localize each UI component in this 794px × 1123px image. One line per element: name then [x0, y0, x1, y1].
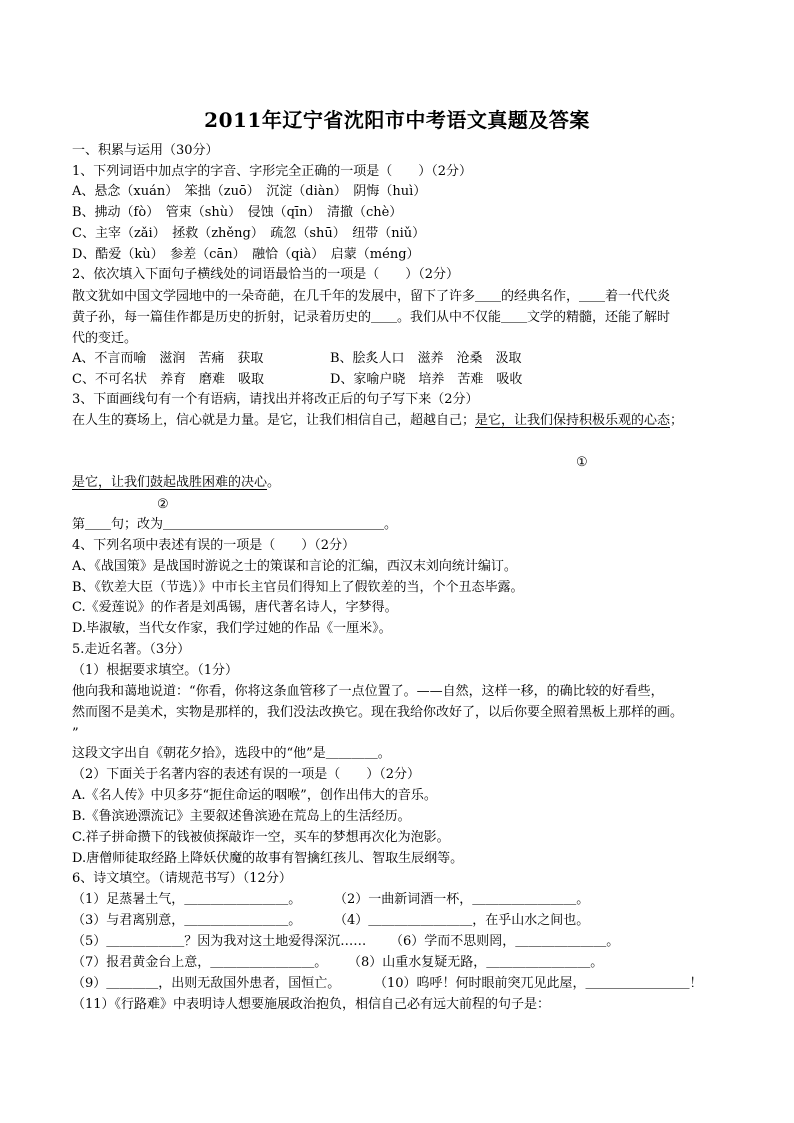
question-3-answer-line: 第＿＿句；改为＿＿＿＿＿＿＿＿＿＿＿＿＿＿＿＿＿。	[72, 517, 398, 532]
question-5-passage-line: 然而图不是美术，实物是那样的，我们没法改换它。现在我给你改好了，以后你要全照着黑板上那样的画。	[72, 705, 684, 720]
punctuation: ；	[670, 413, 684, 428]
question-4-option-d: D.毕淑敏，当代女作家，我们学过她的作品《一厘米》。	[72, 621, 392, 636]
punctuation: 。	[267, 475, 281, 490]
question-5-stem: 5.走近名著。（3分）	[72, 642, 191, 657]
question-2-stem: 2、依次填入下面句子横线处的词语最恰当的一项是（ ）（2分）	[72, 267, 460, 282]
poem-item: （11）《行路难》中表明诗人想要施展政治抱负，相信自己必有远大前程的句子是：	[72, 997, 551, 1012]
page-title: 2011年辽宁省沈阳市中考语文真题及答案	[204, 108, 590, 132]
poem-item: （1）足蒸暑土气，＿＿＿＿＿＿＿＿。	[72, 892, 302, 907]
question-2-passage-line: 代的变迁。	[72, 331, 138, 346]
poem-item: （9）＿＿＿＿，出则无敌国外患者，国恒亡。	[72, 976, 341, 991]
question-5-sub-1: （1）根据要求填空。（1分）	[72, 663, 239, 678]
question-4-stem: 4、下列名项中表述有误的一项是（ ）（2分）	[72, 538, 356, 553]
question-1-option-b: B、拂动（fò） 管束（shù） 侵蚀（qīn） 清撤（chè）	[72, 205, 403, 220]
question-5-option-a: A.《名人传》中贝多芬“扼住命运的咽喉”，创作出伟大的音乐。	[72, 788, 437, 803]
question-2-option-b: B、脍炙人口 滋养 沧桑 汲取	[330, 351, 522, 366]
question-1-option-a: A、悬念（xuán） 笨拙（zuō） 沉淀（diàn） 阴悔（huì）	[72, 184, 427, 199]
poem-item: （10）呜呼！何时眼前突兀见此屋，＿＿＿＿＿＿＿＿！	[374, 976, 703, 991]
sentence-marker-2: ②	[157, 497, 169, 512]
question-5-option-b: B.《鲁滨逊漂流记》主要叙述鲁滨逊在荒岛上的生活经历。	[72, 809, 411, 824]
passage-text: 在人生的赛场上，信心就是力量。是它，让我们相信自己，超越自己；	[72, 413, 476, 428]
question-5-option-c: C.祥子拼命攒下的钱被侦探敲诈一空，买车的梦想再次化为泡影。	[72, 830, 450, 845]
question-1-option-c: C、主宰（zǎi） 拯救（zhěng） 疏忽（shū） 纽带（niǔ）	[72, 226, 426, 241]
question-2-option-a: A、不言而喻 滋润 苦痛 获取	[72, 351, 264, 366]
question-5-passage-line: 他向我和蔼地说道：“你看，你将这条血管移了一点位置了。——自然，这样一移，的确比较的好看些，	[72, 684, 664, 699]
question-5-option-d: D.唐僧师徒取经路上降妖伏魔的故事有智擒红孩儿、智取生辰纲等。	[72, 851, 464, 866]
poem-item: （2）一曲新词酒一杯，＿＿＿＿＿＿＿＿。	[334, 892, 590, 907]
question-2-passage-line: 黄子孙，每一篇佳作都是历史的折射，记录着历史的＿＿。我们从中不仅能＿＿文学的精髓，还能了解时	[72, 310, 671, 325]
question-3-passage	[72, 474, 280, 492]
question-4-option-a: A、《战国策》是战国时游说之士的策谋和言论的汇编，西汉末刘向统计编订。	[72, 559, 517, 574]
question-5-fill-line: 这段文字出自《朝花夕拾》，选段中的“他”是＿＿＿＿。	[72, 746, 391, 761]
question-3-stem: 3、下面画线句有一个有语病，请找出并将改正后的句子写下来（2分）	[72, 392, 479, 407]
poem-item: （5）＿＿＿＿＿＿？因为我对这土地爱得深沉……	[72, 934, 367, 949]
question-5-sub-2: （2）下面关于名著内容的表述有误的一项是（ ）（2分）	[72, 767, 421, 782]
question-4-option-b: B、《钦差大臣（节选）》中市长主官员们得知上了假钦差的当，个个丑态毕露。	[72, 580, 524, 595]
question-5-passage-line: ”	[72, 726, 79, 741]
question-1-option-d: D、酷爱（kù） 参差（cān） 融恰（qià） 启蒙（méng）	[72, 247, 420, 262]
sentence-marker-1: ①	[576, 455, 588, 470]
underlined-sentence-1: 是它，让我们保持积极乐观的心态	[475, 413, 671, 428]
poem-item: （6）学而不思则罔，＿＿＿＿＿＿＿。	[390, 934, 620, 949]
question-2-passage-line: 散文犹如中国文学园地中的一朵奇葩，在几千年的发展中，留下了许多＿＿的经典名作，＿＿着一代代炎	[72, 289, 671, 304]
poem-item: （3）与君离别意，＿＿＿＿＿＿＿＿。	[72, 913, 302, 928]
poem-item: （4）＿＿＿＿＿＿＿＿，在乎山水之间也。	[334, 913, 590, 928]
question-2-option-c: C、不可名状 养育 磨难 吸取	[72, 372, 264, 387]
question-6-stem: 6、诗文填空。（请规范书写）（12分）	[72, 871, 292, 886]
poem-item: （7）报君黄金台上意，＿＿＿＿＿＿＿＿。	[72, 955, 328, 970]
question-2-option-d: D、家喻户晓 培养 苦难 吸收	[330, 372, 523, 387]
underlined-sentence-2: 是它，让我们鼓起战胜困难的决心	[72, 475, 268, 490]
question-3-passage	[72, 412, 683, 430]
section-heading: 一、积累与运用（30分）	[72, 143, 219, 158]
question-4-option-c: C.《爱莲说》的作者是刘禹锡，唐代著名诗人，字梦得。	[72, 600, 398, 615]
poem-item: （8）山重水复疑无路，＿＿＿＿＿＿＿＿。	[348, 955, 604, 970]
question-1-stem: 1、下列词语中加点字的字音、字形完全正确的一项是（ ）（2分）	[72, 164, 473, 179]
